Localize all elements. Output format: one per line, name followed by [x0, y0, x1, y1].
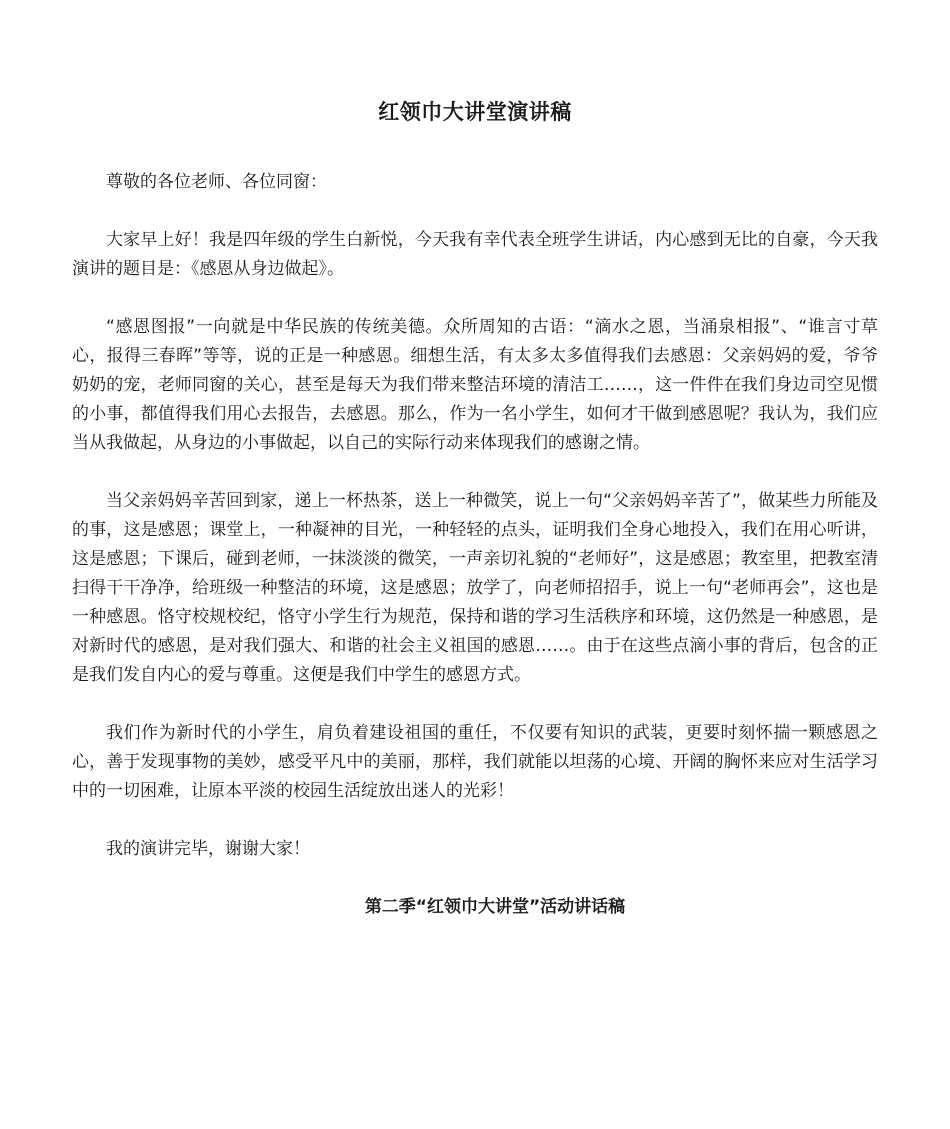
greeting-paragraph: 尊敬的各位老师、各位同窗： [106, 172, 327, 192]
section-title: 第二季“红领巾大讲堂”活动讲话稿 [364, 897, 626, 917]
body-paragraph-4: 我们作为新时代的小学生，肩负着建设祖国的重任，不仅要有知识的武装，更要时刻怀揣一颗感恩之心，善于发现事物的美妙，感受平凡中的美丽，那样，我们就能以坦荡的心境、开阔的胸怀来应对生活学习中的一切困难，让原本平淡的校园生活绽放出迷人的光彩！ [72, 723, 878, 801]
closing-paragraph: 我的演讲完毕，谢谢大家！ [106, 839, 310, 859]
document-title: 红领巾大讲堂演讲稿 [378, 100, 572, 124]
body-paragraph-2: “感恩图报”一向就是中华民族的传统美德。众所周知的古语：“滴水之恩，当涌泉相报”、“谁言寸草心，报得三春晖”等等，说的正是一种感恩。细想生活，有太多太多值得我们去感恩：父亲妈妈的爱，爷爷奶奶的宠，老师同窗的关心，甚至是每天为我们带来整洁环境的清洁工……，这一件件在我们身边司空见惯的小事，都值得我们用心去报告，去感恩。那么，作为一名小学生，如何才干做到感恩呢？我认为，我们应当从我做起，从身边的小事做起，以自己的实际行动来体现我们的感谢之情。 [72, 317, 878, 453]
body-paragraph-1: 大家早上好！我是四年级的学生白新悦，今天我有幸代表全班学生讲话，内心感到无比的自豪，今天我演讲的题目是：《感恩从身边做起》。 [72, 230, 878, 279]
body-paragraph-3: 当父亲妈妈辛苦回到家，递上一杯热茶，送上一种微笑，说上一句“父亲妈妈辛苦了”，做某些力所能及的事，这是感恩；课堂上，一种凝神的目光，一种轻轻的点头，证明我们全身心地投入，我们在用心听讲，这是感恩；下课后，碰到老师，一抹淡淡的微笑，一声亲切礼貌的“老师好”，这是感恩；教室里，把教室清扫得干干净净，给班级一种整洁的环境，这是感恩；放学了，向老师招招手，说上一句“老师再会”，这也是一种感恩。恪守校规校纪，恪守小学生行为规范，保持和谐的学习生活秩序和环境，这仍然是一种感恩，是对新时代的感恩，是对我们强大、和谐的社会主义祖国的感恩……。由于在这些点滴小事的背后，包含的正是我们发自内心的爱与尊重。这便是我们中学生的感恩方式。 [72, 491, 878, 685]
